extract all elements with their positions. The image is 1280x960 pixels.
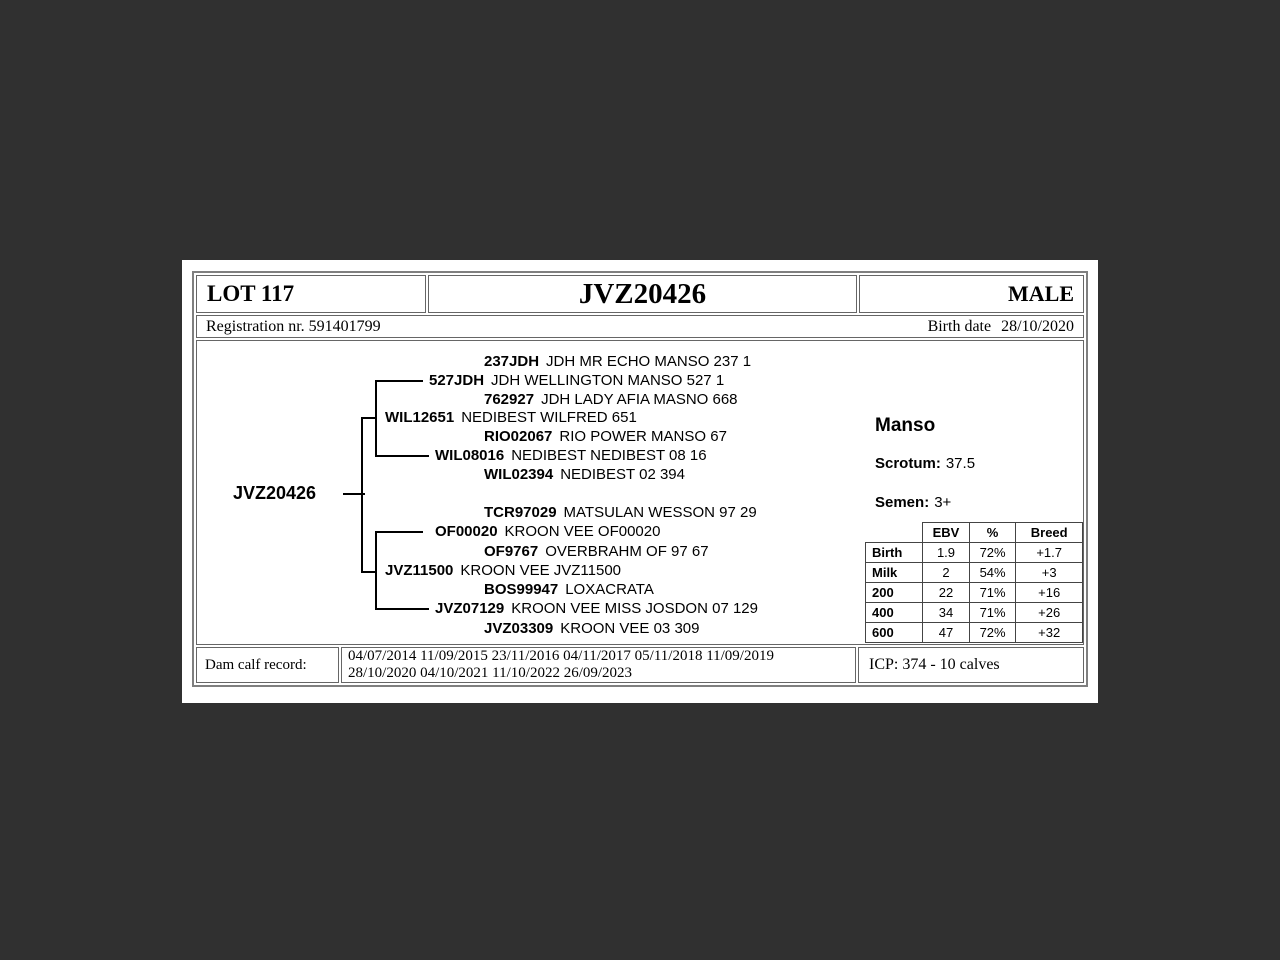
tree-line-sire-bottom [375,455,429,457]
dam-record-dates [341,647,856,683]
animal-name: MATSULAN WESSON 97 29 [563,504,757,521]
ebv-value: 22 [923,583,970,603]
trait-label: 400 [866,603,923,623]
birth-date [918,318,1074,336]
pedigree-panel [196,340,1084,645]
registration-cell [196,315,1084,338]
pedigree-entry [484,466,685,484]
breed-col-header: Breed [1016,523,1083,543]
animal-id: JVZ03309 [484,620,554,637]
icp-value: ICP: 374 - 10 calves [858,647,1084,683]
animal-id: BOS99947 [484,581,559,598]
animal-id: JVZ11500 [385,562,454,579]
dam-dates-line2: 28/10/2020 04/10/2021 11/10/2022 26/09/2023 [348,665,633,681]
pedigree-entry [484,428,727,446]
animal-name: KROON VEE MISS JOSDON 07 129 [511,600,758,617]
ebv-row-400 [866,603,1083,623]
accuracy-value: 71% [969,603,1016,623]
tree-line-dam-top [375,531,423,533]
animal-name: OVERBRAHM OF 97 67 [545,543,709,560]
birth-date-value: 28/10/2020 [1001,317,1074,335]
animal-name: JDH LADY AFIA MASNO 668 [541,391,738,408]
pedigree-entry [435,447,707,465]
pedigree-row [196,340,1084,645]
ebv-col-header: EBV [923,523,970,543]
animal-name: KROON VEE JVZ11500 [460,562,622,579]
tree-line-trunk [361,417,363,573]
trait-label: Milk [866,563,923,583]
breed-avg-value: +26 [1016,603,1083,623]
animal-name: NEDIBEST NEDIBEST 08 16 [511,447,707,464]
animal-name: LOXACRATA [565,581,654,598]
ebv-corner-cell [866,523,923,543]
animal-id: WIL12651 [385,409,455,426]
pedigree-entry [484,581,654,599]
breed-name: Manso [875,415,936,436]
accuracy-value: 54% [969,563,1016,583]
pedigree-entry [484,391,738,409]
dam-record-label: Dam calf record: [196,647,339,683]
trait-label: Birth [866,543,923,563]
ebv-table [865,522,1083,643]
animal-id: WIL02394 [484,466,554,483]
scrotum-label: Scrotum: [875,455,941,472]
pct-col-header: % [969,523,1016,543]
ebv-value: 34 [923,603,970,623]
pedigree-entry [484,504,757,522]
animal-id: 762927 [484,391,535,408]
animal-name: JDH MR ECHO MANSO 237 1 [546,353,752,370]
ebv-value: 1.9 [923,543,970,563]
ebv-row-birth [866,543,1083,563]
accuracy-value: 72% [969,623,1016,643]
pedigree-entry [435,600,758,618]
semen-value: 3+ [934,494,952,511]
animal-id: OF00020 [435,523,498,540]
accuracy-value: 72% [969,543,1016,563]
sex-label: MALE [859,275,1084,313]
tree-line-sire-bracket [375,380,377,457]
animal-name: KROON VEE OF00020 [504,523,661,540]
scrotum-trait [875,455,975,472]
trait-label: 200 [866,583,923,603]
trait-label: 600 [866,623,923,643]
animal-id: 237JDH [484,353,540,370]
ebv-header-row [866,523,1083,543]
pedigree-entry [484,353,751,371]
breed-avg-value: +1.7 [1016,543,1083,563]
animal-id: JVZ07129 [435,600,505,617]
animal-name: RIO POWER MANSO 67 [559,428,727,445]
ebv-row-milk [866,563,1083,583]
animal-id: TCR97029 [484,504,557,521]
animal-name: NEDIBEST 02 394 [560,466,685,483]
pedigree-entry [385,562,621,580]
ebv-row-200 [866,583,1083,603]
catalog-card [182,260,1098,703]
card-frame [192,271,1088,687]
dam-dates-line1: 04/07/2014 11/09/2015 23/11/2016 04/11/2017 05/11/2018 11/09/2019 [348,648,774,664]
animal-name: NEDIBEST WILFRED 651 [461,409,637,426]
animal-id: OF9767 [484,543,539,560]
breed-avg-value: +32 [1016,623,1083,643]
ebv-value: 2 [923,563,970,583]
pedigree-entry [385,409,637,427]
header-row [196,275,1084,313]
pedigree-entry [429,372,724,390]
registration-row [196,315,1084,338]
ebv-value: 47 [923,623,970,643]
lot-number: LOT 117 [196,275,426,313]
tree-line-dam-bottom [375,608,429,610]
pedigree-entry [484,620,699,638]
pedigree-entry [484,543,709,561]
tree-line-sire-top [375,380,423,382]
semen-label: Semen: [875,494,930,511]
registration-number: Registration nr. 591401799 [206,317,381,335]
accuracy-value: 71% [969,583,1016,603]
scrotum-value: 37.5 [945,455,976,472]
pedigree-root: JVZ20426 [233,483,317,503]
animal-name: KROON VEE 03 309 [560,620,700,637]
breed-avg-value: +16 [1016,583,1083,603]
ebv-row-600 [866,623,1083,643]
animal-name: JDH WELLINGTON MANSO 527 1 [491,372,725,389]
birth-date-label: Birth date [927,317,992,335]
animal-id: RIO02067 [484,428,553,445]
dam-record-row [196,647,1084,683]
animal-id: 527JDH [429,372,485,389]
breed-avg-value: +3 [1016,563,1083,583]
pedigree-entry [435,523,660,541]
tree-line-dam-bracket [375,531,377,610]
semen-trait [875,494,951,511]
animal-id-title: JVZ20426 [428,275,857,313]
animal-id: WIL08016 [435,447,505,464]
